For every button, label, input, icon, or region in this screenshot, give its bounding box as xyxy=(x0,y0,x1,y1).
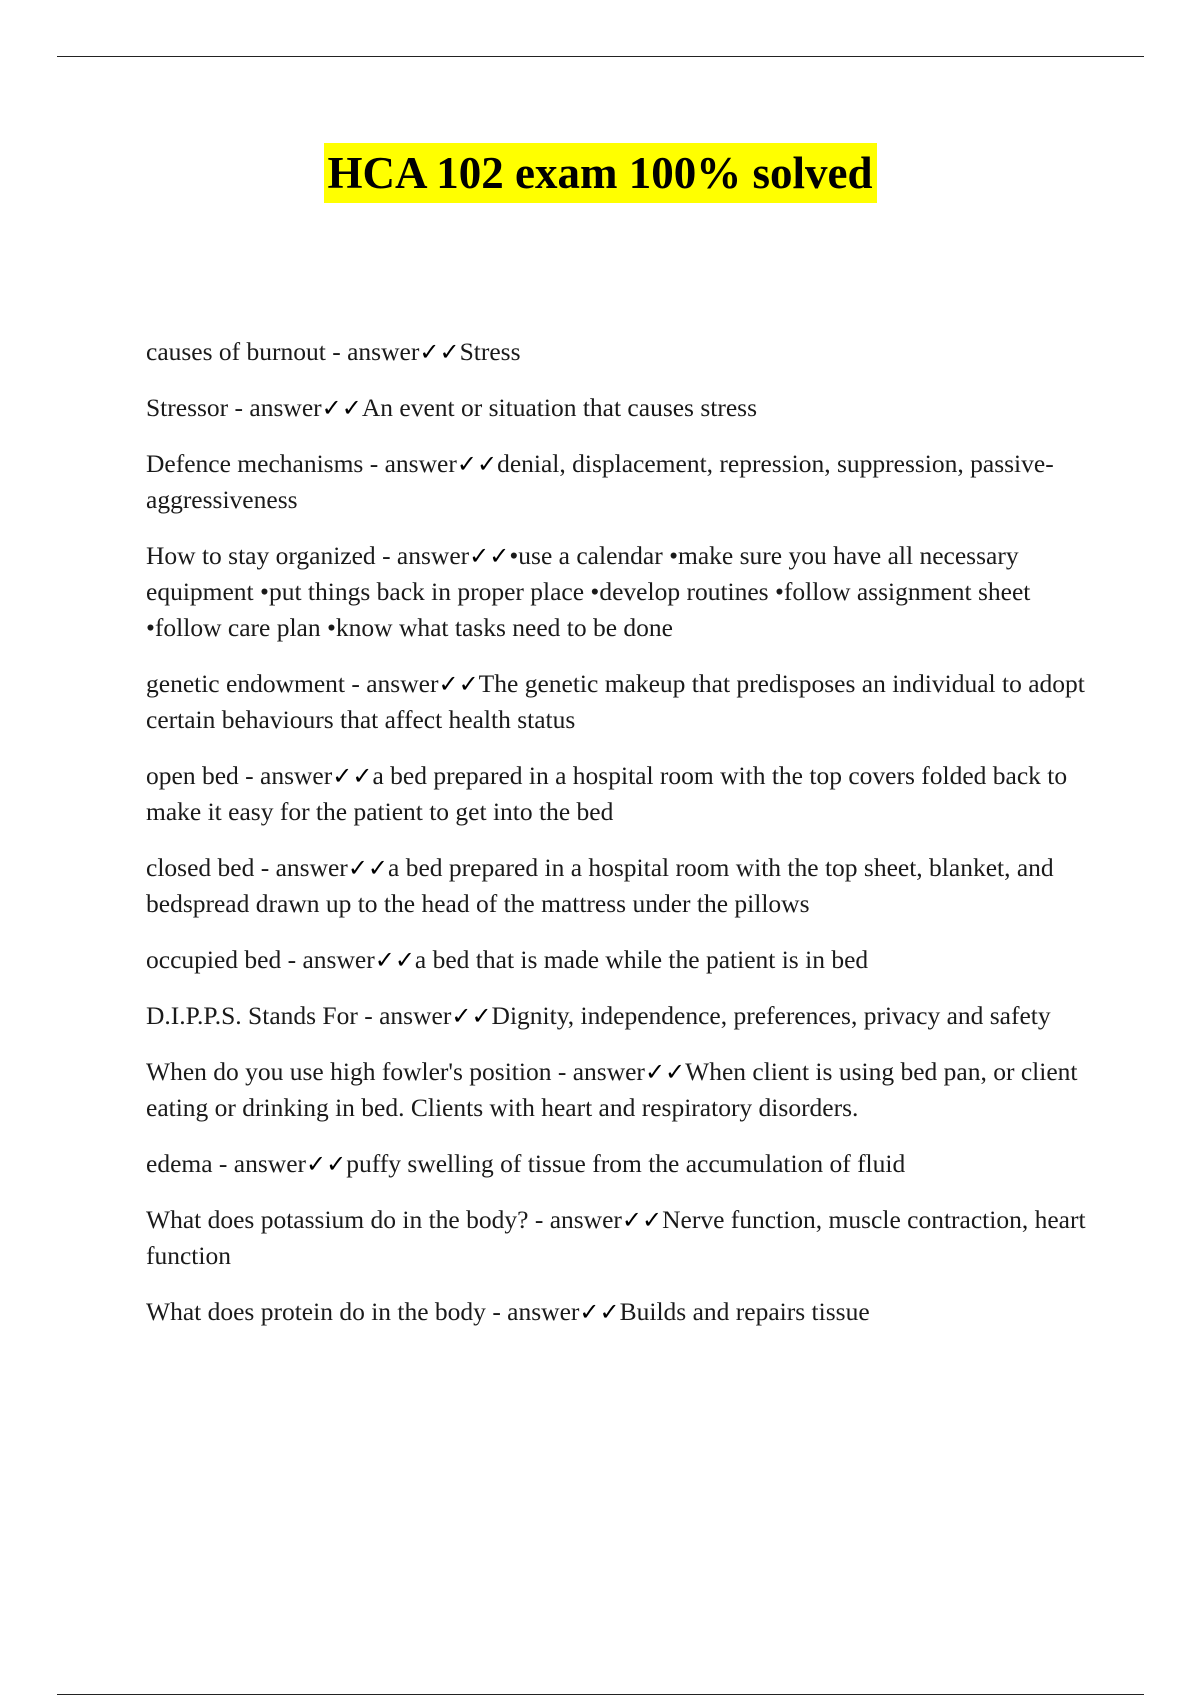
answer-text: Stress xyxy=(459,337,521,366)
question-text: causes of burnout xyxy=(146,337,326,366)
answer-text: An event or situation that causes stress xyxy=(361,393,758,422)
answer-text: puffy swelling of tissue from the accumulation of fluid xyxy=(346,1149,906,1178)
question-text: open bed xyxy=(146,761,239,790)
answer-text: Dignity, independence, preferences, privacy and safety xyxy=(491,1001,1051,1030)
answer-text: The genetic makeup that predisposes an individual to adopt certain behaviours that affect health status xyxy=(146,669,1085,734)
answer-separator: - answer xyxy=(254,853,348,882)
qa-item xyxy=(146,942,1096,978)
qa-item xyxy=(146,334,1096,370)
double-check-icon: ✓✓ xyxy=(374,946,415,974)
qa-item xyxy=(146,758,1096,830)
answer-separator: - answer xyxy=(375,541,470,570)
answer-text: Nerve function, muscle contraction, heart function xyxy=(146,1205,1086,1270)
answer-separator: - answer xyxy=(551,1057,645,1086)
answer-separator: - answer xyxy=(212,1149,307,1178)
double-check-icon: ✓✓ xyxy=(306,1150,347,1178)
qa-item xyxy=(146,538,1096,646)
qa-item xyxy=(146,1202,1096,1274)
answer-text: a bed prepared in a hospital room with the top covers folded back to make it easy for the patient to get into the bed xyxy=(146,761,1068,826)
answer-text: a bed prepared in a hospital room with the top sheet, blanket, and bedspread drawn up to the head of the mattress under the pillows xyxy=(146,853,1054,918)
question-text: What does protein do in the body xyxy=(146,1297,486,1326)
question-text: Stressor xyxy=(146,393,229,422)
question-text: Defence mechanisms xyxy=(146,449,364,478)
answer-separator: - answer xyxy=(485,1297,580,1326)
question-text: closed bed xyxy=(146,853,255,882)
answer-separator: - answer xyxy=(528,1205,622,1234)
qa-item xyxy=(146,446,1096,518)
double-check-icon: ✓✓ xyxy=(419,338,460,366)
answer-text: •use a calendar •make sure you have all necessary equipment •put things back in proper place •develop routines •follow assignment sheet •follow care plan •know what tasks need to be done xyxy=(146,541,1031,642)
double-check-icon: ✓✓ xyxy=(469,542,510,570)
answer-separator: - answer xyxy=(357,1001,452,1030)
answer-separator: - answer xyxy=(325,337,420,366)
double-check-icon: ✓✓ xyxy=(332,762,373,790)
question-text: What does potassium do in the body? xyxy=(146,1205,529,1234)
double-check-icon: ✓✓ xyxy=(321,394,362,422)
qa-item xyxy=(146,1054,1096,1126)
answer-text: Builds and repairs tissue xyxy=(619,1297,870,1326)
question-text: How to stay organized xyxy=(146,541,376,570)
double-check-icon: ✓✓ xyxy=(579,1298,620,1326)
double-check-icon: ✓✓ xyxy=(456,450,498,478)
qa-list xyxy=(146,334,1096,1350)
double-check-icon: ✓✓ xyxy=(621,1206,663,1234)
double-check-icon: ✓✓ xyxy=(451,1002,492,1030)
bottom-divider xyxy=(57,1694,1144,1695)
question-text: edema xyxy=(146,1149,213,1178)
question-text: occupied bed xyxy=(146,945,282,974)
qa-item xyxy=(146,1294,1096,1330)
document-title: HCA 102 exam 100% solved xyxy=(324,143,877,203)
answer-text: denial, displacement, repression, suppression, passive-aggressiveness xyxy=(146,449,1054,514)
answer-text: When client is using bed pan, or client eating or drinking in bed. Clients with heart and respiratory disorders. xyxy=(146,1057,1078,1122)
double-check-icon: ✓✓ xyxy=(438,670,479,698)
answer-separator: - answer xyxy=(228,393,322,422)
title-container xyxy=(0,143,1200,203)
qa-item xyxy=(146,666,1096,738)
qa-item xyxy=(146,390,1096,426)
double-check-icon: ✓✓ xyxy=(644,1058,686,1086)
qa-item xyxy=(146,850,1096,922)
question-text: When do you use high fowler's position xyxy=(146,1057,552,1086)
answer-separator: - answer xyxy=(281,945,375,974)
answer-separator: - answer xyxy=(238,761,333,790)
qa-item xyxy=(146,1146,1096,1182)
answer-separator: - answer xyxy=(344,669,439,698)
answer-separator: - answer xyxy=(363,449,457,478)
qa-item xyxy=(146,998,1096,1034)
question-text: D.I.P.P.S. Stands For xyxy=(146,1001,358,1030)
answer-text: a bed that is made while the patient is in bed xyxy=(414,945,869,974)
top-divider xyxy=(57,56,1144,57)
double-check-icon: ✓✓ xyxy=(347,854,389,882)
question-text: genetic endowment xyxy=(146,669,345,698)
